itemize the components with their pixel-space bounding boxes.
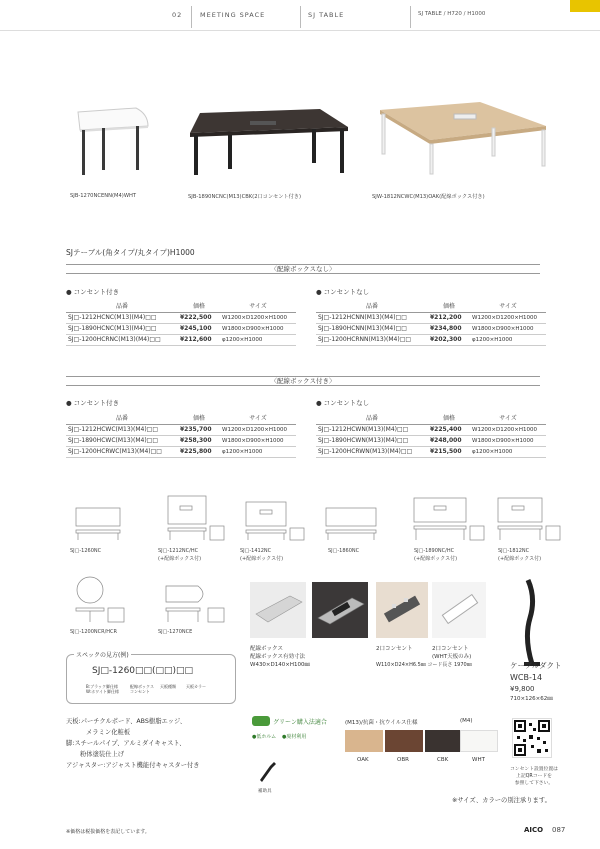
diagram-1812 <box>494 494 562 542</box>
outlet-white-photo <box>432 582 486 638</box>
section-heading: SJテーブル(角タイプ/丸タイプ)H1000 <box>66 248 195 257</box>
label-no-outlet-2: ● コンセントなし <box>316 398 369 407</box>
color-m4-label: (M4) <box>460 718 473 724</box>
spec-guide-note-1: B:ブラック脚仕様 W:ホワイト脚仕様 <box>86 684 119 694</box>
band-no-box: 〈配線ボックスなし〉 <box>66 264 540 274</box>
diagram-note-3: (+配線ボックス付) <box>240 556 284 562</box>
duct-code: WCB-14 <box>510 673 543 682</box>
tool-icon <box>256 758 278 784</box>
table-row: SJ□-1212HCWC(M13)(M4)□□ ¥235,700 W1200×D1200×H1000 <box>66 424 296 435</box>
diagram-note-6: (+配線ボックス付) <box>498 556 542 562</box>
table-box-outlet: 品番 価格 サイズ SJ□-1212HCWC(M13)(M4)□□ ¥235,700 W1200×D1200×H1000 SJ□-1890HCWC(M13)(M4)□□ ¥258,300 W1800×D900×H1000 SJ□-1200HCRWC(M13)(M4)□□ ¥225,800 φ1200×H1000 <box>66 412 296 458</box>
table-row: SJ□-1200HCRNN(M13)(M4)□□ ¥202,300 φ1200×H1000 <box>316 334 546 345</box>
series-title: SJ TABLE <box>308 11 345 19</box>
table-row: SJ□-1212HCNC(M13)(M4)□□ ¥222,500 W1200×D1200×H1000 <box>66 312 296 323</box>
table-nobox-outlet: 品番 価格 サイズ SJ□-1212HCNC(M13)(M4)□□ ¥222,500 W1200×D1200×H1000 SJ□-1890HCNC(M13)(M4)□□ ¥245,100 W1800×D900×H1000 SJ□-1200HCRNC(M13)(M4)□□ ¥212,600 φ1200×H1000 <box>66 300 296 346</box>
qr-code-icon[interactable] <box>512 718 552 758</box>
qr-caption: コンセント設置位置は 上記QRコードを 参照して下さい。 <box>510 767 558 786</box>
green-label: グリーン購入法適合 <box>273 719 327 726</box>
color-m13-label: (M13)/抗菌・抗ウイルス仕様 <box>345 720 418 726</box>
duct-title: ケーブルダクト <box>510 661 562 670</box>
diagram-caption-3: SJ□-1412NC <box>240 548 272 554</box>
spec-guide-box <box>66 654 236 704</box>
diagram-caption-4: SJ□-1860NC <box>328 548 360 554</box>
table-box-none: 品番 価格 サイズ SJ□-1212HCWN(M13)(M4)□□ ¥225,400 W1200×D1200×H1000 SJ□-1890HCWN(M13)(M4)□□ ¥248,000 W1800×D900×H1000 SJ□-1200HCRWN(M13)(M4)□□ ¥215,500 φ1200×H1000 <box>316 412 546 458</box>
diagram-caption-1: SJ□-1260NC <box>70 548 102 554</box>
spec-guide-note-2: 配線ボックス コンセント <box>130 684 154 694</box>
photo-caption-1: SJB-1270NCENN(M4)WHT <box>70 193 137 199</box>
table-row: SJ□-1212HCNN(M13)(M4)□□ ¥212,200 W1200×D1200×H1000 <box>316 312 546 323</box>
duct-size: 710×126×62㎜ <box>510 696 553 702</box>
diagram-1212 <box>158 492 226 542</box>
diagram-1270 <box>158 580 228 624</box>
option-detail-1b: W430×D140×H100㎜ <box>250 662 311 668</box>
option-title-3: 2口コンセント <box>432 646 469 652</box>
label-with-outlet-2: ● コンセント付き <box>66 398 119 407</box>
diagram-caption-6: SJ□-1812NC <box>498 548 530 554</box>
corner-accent <box>570 0 600 12</box>
diagram-1260 <box>70 500 130 542</box>
diagram-caption-8: SJ□-1270NCE <box>158 629 193 635</box>
wire-box-open-photo <box>312 582 368 638</box>
swatch-oak <box>345 730 383 752</box>
swatch-cbk <box>425 730 463 752</box>
spec-guide-code: SJ□-1260□□(□□)□□ <box>92 666 194 676</box>
swatch-label-obr: OBR <box>397 757 409 763</box>
table-row: SJ□-1200HCRWC(M13)(M4)□□ ¥225,800 φ1200×H1000 <box>66 446 296 457</box>
option-detail-1a: 配線ボックス有効寸法 <box>250 654 305 660</box>
outlet-photo <box>376 582 428 638</box>
spec-guide-note-3: 天板種類 <box>160 684 176 689</box>
swatch-label-wht: WHT <box>472 757 485 763</box>
photo-table-2 <box>180 105 350 180</box>
section-title: MEETING SPACE <box>200 11 266 19</box>
green-note-1: ●低ホルム <box>252 734 277 740</box>
tool-caption: 補助具 <box>258 789 272 794</box>
option-detail-2: W110×D24×H6.5㎜ コード長さ 1970㎜ <box>376 662 472 668</box>
swatch-label-cbk: CBK <box>437 757 449 763</box>
swatch-obr <box>385 730 423 752</box>
label-with-outlet-1: ● コンセント付き <box>66 287 119 296</box>
table-row: SJ□-1890HCNC(M13)(M4)□□ ¥245,100 W1800×D900×H1000 <box>66 323 296 334</box>
table-row: SJ□-1890HCWN(M13)(M4)□□ ¥248,000 W1800×D900×H1000 <box>316 435 546 446</box>
wire-box-photo <box>250 582 306 638</box>
diagram-1890 <box>410 494 486 542</box>
diagram-note-5: (+配線ボックス付) <box>414 556 458 562</box>
photo-table-3 <box>370 96 550 176</box>
diagram-note-2: (+配線ボックス付) <box>158 556 202 562</box>
label-no-outlet-1: ● コンセントなし <box>316 287 369 296</box>
diagram-caption-7: SJ□-1200NCR/HCR <box>70 629 118 635</box>
brand-logo: AICO <box>524 826 544 834</box>
green-mark-icon <box>252 716 270 726</box>
table-row: SJ□-1212HCWN(M13)(M4)□□ ¥225,400 W1200×D1200×H1000 <box>316 424 546 435</box>
photo-caption-3: SJW-1812NCWC(M13)OAK(配線ボックス付き) <box>372 194 485 200</box>
diagram-1412 <box>240 498 306 542</box>
footer-page-number: 087 <box>552 826 566 834</box>
diagram-caption-2: SJ□-1212NC/HC <box>158 548 199 554</box>
table-nobox-none: 品番 価格 サイズ SJ□-1212HCNN(M13)(M4)□□ ¥212,200 W1200×D1200×H1000 SJ□-1890HCNN(M13)(M4)□□ ¥234,800 W1800×D900×H1000 SJ□-1200HCRNN(M13)(M4)□□ ¥202,300 φ1200×H1000 <box>316 300 546 346</box>
option-title-1: 配線ボックス <box>250 646 283 652</box>
green-note-2: ●廃材利用 <box>282 734 307 740</box>
table-row: SJ□-1890HCWC(M13)(M4)□□ ¥258,300 W1800×D900×H1000 <box>66 435 296 446</box>
cable-duct-photo <box>522 578 542 668</box>
page-number: 02 <box>172 11 183 19</box>
band-box: 〈配線ボックス付き〉 <box>66 376 540 386</box>
diagram-1860 <box>322 500 388 542</box>
footnote-right: ※サイズ、カラーの別注承ります。 <box>452 797 551 804</box>
model-info: SJ TABLE / H720 / H1000 <box>418 11 486 17</box>
swatch-label-oak: OAK <box>357 757 369 763</box>
diagram-1200r <box>70 574 130 624</box>
footnote-left: ※価格は税抜価格を表記しています。 <box>66 829 150 835</box>
duct-price: ¥9,800 <box>510 685 535 693</box>
photo-table-1 <box>66 100 156 180</box>
materials-text: 天板:パーチクルボード、ABS樹脂エッジ、 メラミン化粧板 脚:スチールパイプ、アルミダイキャスト、 粉体塗装仕上げ アジャスター:アジャスト機能付キャスター付き <box>66 718 200 769</box>
swatch-wht <box>460 730 498 752</box>
diagram-caption-5: SJ□-1890NC/HC <box>414 548 455 554</box>
table-row: SJ□-1890HCNN(M13)(M4)□□ ¥234,800 W1800×D900×H1000 <box>316 323 546 334</box>
table-row: SJ□-1200HCRNC(M13)(M4)□□ ¥212,600 φ1200×H1000 <box>66 334 296 345</box>
option-detail-3: (WHT天板のみ) <box>432 654 472 660</box>
photo-caption-2: SJB-1890NCNC(M13)CBK(2口コンセント付き) <box>188 194 302 200</box>
spec-guide-note-4: 天板カラー <box>186 684 206 689</box>
spec-guide-title: スペックの見方(例) <box>76 652 129 659</box>
page-header <box>0 0 600 30</box>
table-row: SJ□-1200HCRWN(M13)(M4)□□ ¥215,500 φ1200×H1000 <box>316 446 546 457</box>
option-title-2: 2口コンセント <box>376 646 413 652</box>
